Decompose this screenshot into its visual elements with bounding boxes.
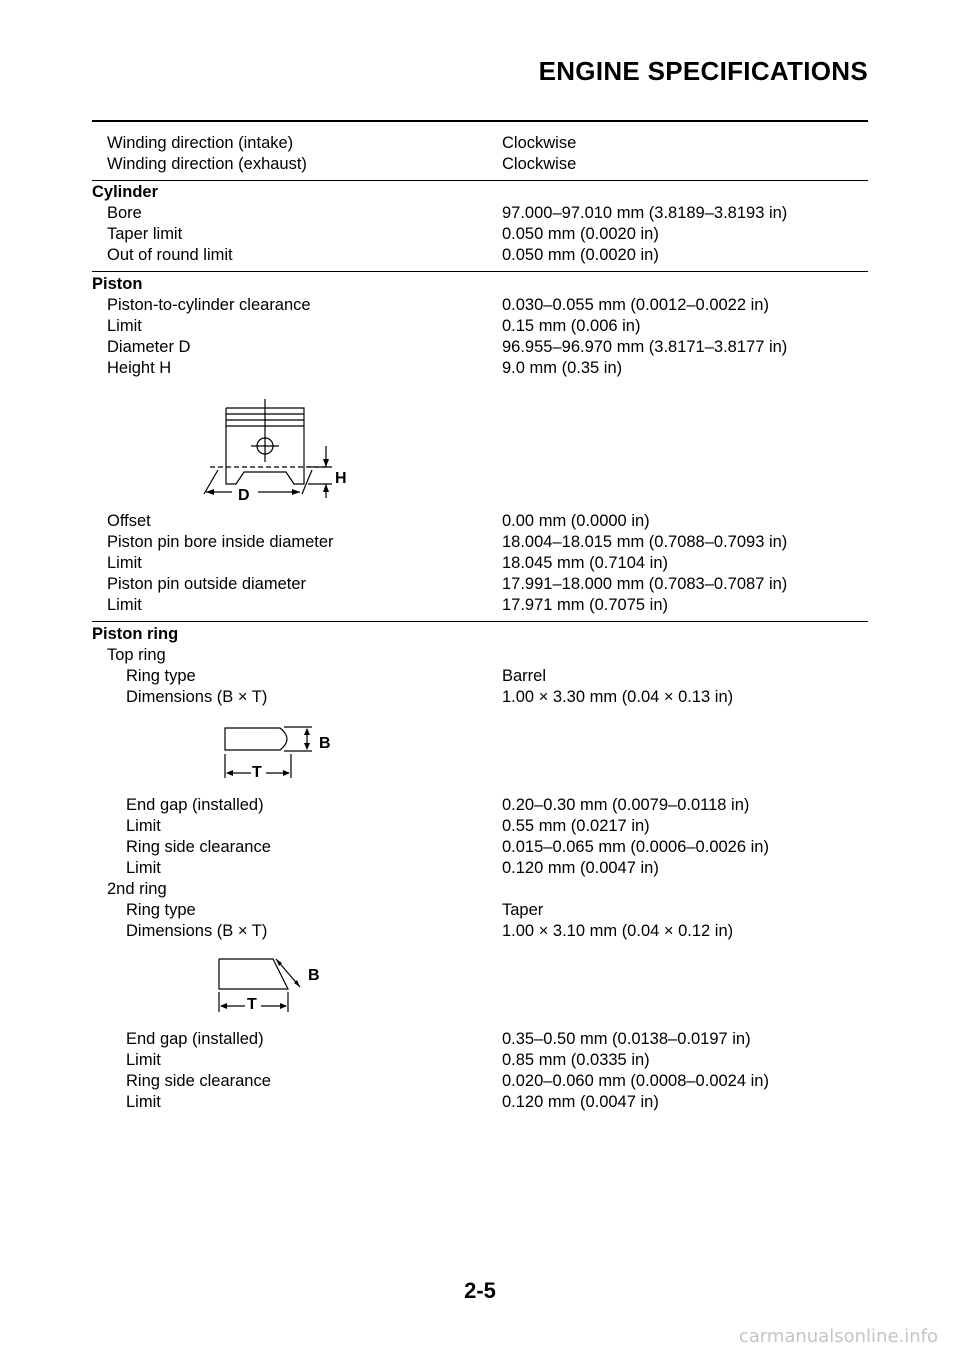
spec-row-winding-exhaust (0, 154, 960, 174)
section-heading-cylinder (0, 182, 960, 202)
spec-label: Limit (107, 554, 142, 572)
spec-label: Dimensions (B × T) (126, 922, 268, 940)
spec-value: 0.120 mm (0.0047 in) (502, 859, 659, 877)
spec-label: Taper limit (107, 225, 183, 243)
dimension-b-label: B (308, 967, 320, 984)
spec-value: 17.971 mm (0.7075 in) (502, 596, 669, 614)
section-heading: Cylinder (92, 183, 159, 201)
spec-label: Winding direction (intake) (107, 134, 294, 152)
spec-row-piston-clearance-limit (0, 316, 960, 336)
spec-row-2nd-end-gap (0, 1029, 960, 1049)
spec-label: Dimensions (B × T) (126, 688, 268, 706)
page-title: ENGINE SPECIFICATIONS (538, 56, 868, 86)
subsection-heading-2nd-ring (0, 879, 960, 899)
spec-row-top-ring-type (0, 666, 960, 686)
spec-label: Offset (107, 512, 151, 530)
spec-row-top-end-gap (0, 795, 960, 815)
spec-label: Piston pin outside diameter (107, 575, 307, 593)
spec-label: Diameter D (107, 338, 191, 356)
subsection-heading: 2nd ring (107, 880, 167, 898)
spec-label: Limit (126, 817, 161, 835)
spec-row-piston-diameter (0, 337, 960, 357)
spec-row-top-ring-dimensions (0, 687, 960, 707)
spec-row-bore (0, 203, 960, 223)
spec-row-pin-bore (0, 532, 960, 552)
spec-value: 17.991–18.000 mm (0.7083–0.7087 in) (502, 575, 788, 593)
spec-label: Bore (107, 204, 142, 222)
spec-row-piston-height (0, 358, 960, 378)
spec-row-top-side-clearance-limit (0, 858, 960, 878)
spec-label: Limit (126, 859, 161, 877)
spec-value: 0.015–0.065 mm (0.0006–0.0026 in) (502, 838, 769, 856)
dimension-t-label: T (247, 996, 257, 1013)
spec-label: Ring type (126, 901, 196, 919)
spec-label: Out of round limit (107, 246, 233, 264)
spec-value: 0.050 mm (0.0020 in) (502, 225, 659, 243)
spec-value: 97.000–97.010 mm (3.8189–3.8193 in) (502, 204, 788, 222)
spec-row-2nd-side-clearance-limit (0, 1092, 960, 1112)
spec-label: End gap (installed) (126, 1030, 264, 1048)
second-ring-figure (208, 952, 338, 1016)
spec-value: Taper (502, 901, 544, 919)
spec-row-2nd-ring-type (0, 900, 960, 920)
spec-value: 0.15 mm (0.006 in) (502, 317, 641, 335)
spec-label: Ring side clearance (126, 1072, 271, 1090)
spec-label: Height H (107, 359, 172, 377)
spec-label: Piston-to-cylinder clearance (107, 296, 311, 314)
spec-label: Winding direction (exhaust) (107, 155, 307, 173)
spec-row-winding-intake (0, 133, 960, 153)
section-heading-piston-ring (0, 624, 960, 644)
spec-label: Limit (126, 1093, 161, 1111)
piston-measurement-figure (196, 396, 366, 506)
spec-label: Piston pin bore inside diameter (107, 533, 334, 551)
spec-value: 9.0 mm (0.35 in) (502, 359, 623, 377)
spec-label: Ring side clearance (126, 838, 271, 856)
spec-value: Clockwise (502, 134, 577, 152)
spec-value: 96.955–96.970 mm (3.8171–3.8177 in) (502, 338, 788, 356)
spec-row-top-end-gap-limit (0, 816, 960, 836)
spec-value: 1.00 × 3.30 mm (0.04 × 0.13 in) (502, 688, 734, 706)
spec-value: 0.120 mm (0.0047 in) (502, 1093, 659, 1111)
spec-value: 0.020–0.060 mm (0.0008–0.0024 in) (502, 1072, 769, 1090)
top-ring-figure (214, 720, 344, 784)
spec-row-pin-bore-limit (0, 553, 960, 573)
spec-row-2nd-end-gap-limit (0, 1050, 960, 1070)
dimension-d-label: D (238, 487, 250, 504)
spec-row-piston-clearance (0, 295, 960, 315)
dimension-h-label: H (335, 470, 347, 487)
spec-row-2nd-ring-dimensions (0, 921, 960, 941)
section-divider (92, 271, 868, 272)
spec-label: Limit (126, 1051, 161, 1069)
spec-value: 0.85 mm (0.0335 in) (502, 1051, 650, 1069)
spec-label: Ring type (126, 667, 196, 685)
page-number: 2-5 (464, 1278, 496, 1303)
section-heading: Piston (92, 275, 143, 293)
spec-value: Barrel (502, 667, 547, 685)
spec-row-pin-od (0, 574, 960, 594)
spec-row-2nd-side-clearance (0, 1071, 960, 1091)
spec-value: 0.030–0.055 mm (0.0012–0.0022 in) (502, 296, 769, 314)
section-heading: Piston ring (92, 625, 179, 643)
spec-value: 0.050 mm (0.0020 in) (502, 246, 659, 264)
spec-row-taper-limit (0, 224, 960, 244)
spec-value: Clockwise (502, 155, 577, 173)
spec-label: Limit (107, 596, 142, 614)
header-rule (92, 120, 868, 122)
spec-label: Limit (107, 317, 142, 335)
section-divider (92, 621, 868, 622)
spec-row-pin-od-limit (0, 595, 960, 615)
spec-value: 0.20–0.30 mm (0.0079–0.0118 in) (502, 796, 750, 814)
spec-label: End gap (installed) (126, 796, 264, 814)
spec-value: 1.00 × 3.10 mm (0.04 × 0.12 in) (502, 922, 734, 940)
spec-row-out-of-round (0, 245, 960, 265)
spec-value: 0.55 mm (0.0217 in) (502, 817, 650, 835)
section-divider (92, 180, 868, 181)
dimension-t-label: T (252, 764, 262, 781)
section-heading-piston (0, 274, 960, 294)
spec-value: 18.004–18.015 mm (0.7088–0.7093 in) (502, 533, 788, 551)
subsection-heading: Top ring (107, 646, 166, 664)
spec-value: 0.35–0.50 mm (0.0138–0.0197 in) (502, 1030, 751, 1048)
spec-value: 0.00 mm (0.0000 in) (502, 512, 650, 530)
spec-row-top-side-clearance (0, 837, 960, 857)
spec-value: 18.045 mm (0.7104 in) (502, 554, 669, 572)
spec-row-offset (0, 511, 960, 531)
subsection-heading-top-ring (0, 645, 960, 665)
dimension-b-label: B (319, 735, 331, 752)
watermark: carmanualsonline.info (738, 1326, 938, 1347)
